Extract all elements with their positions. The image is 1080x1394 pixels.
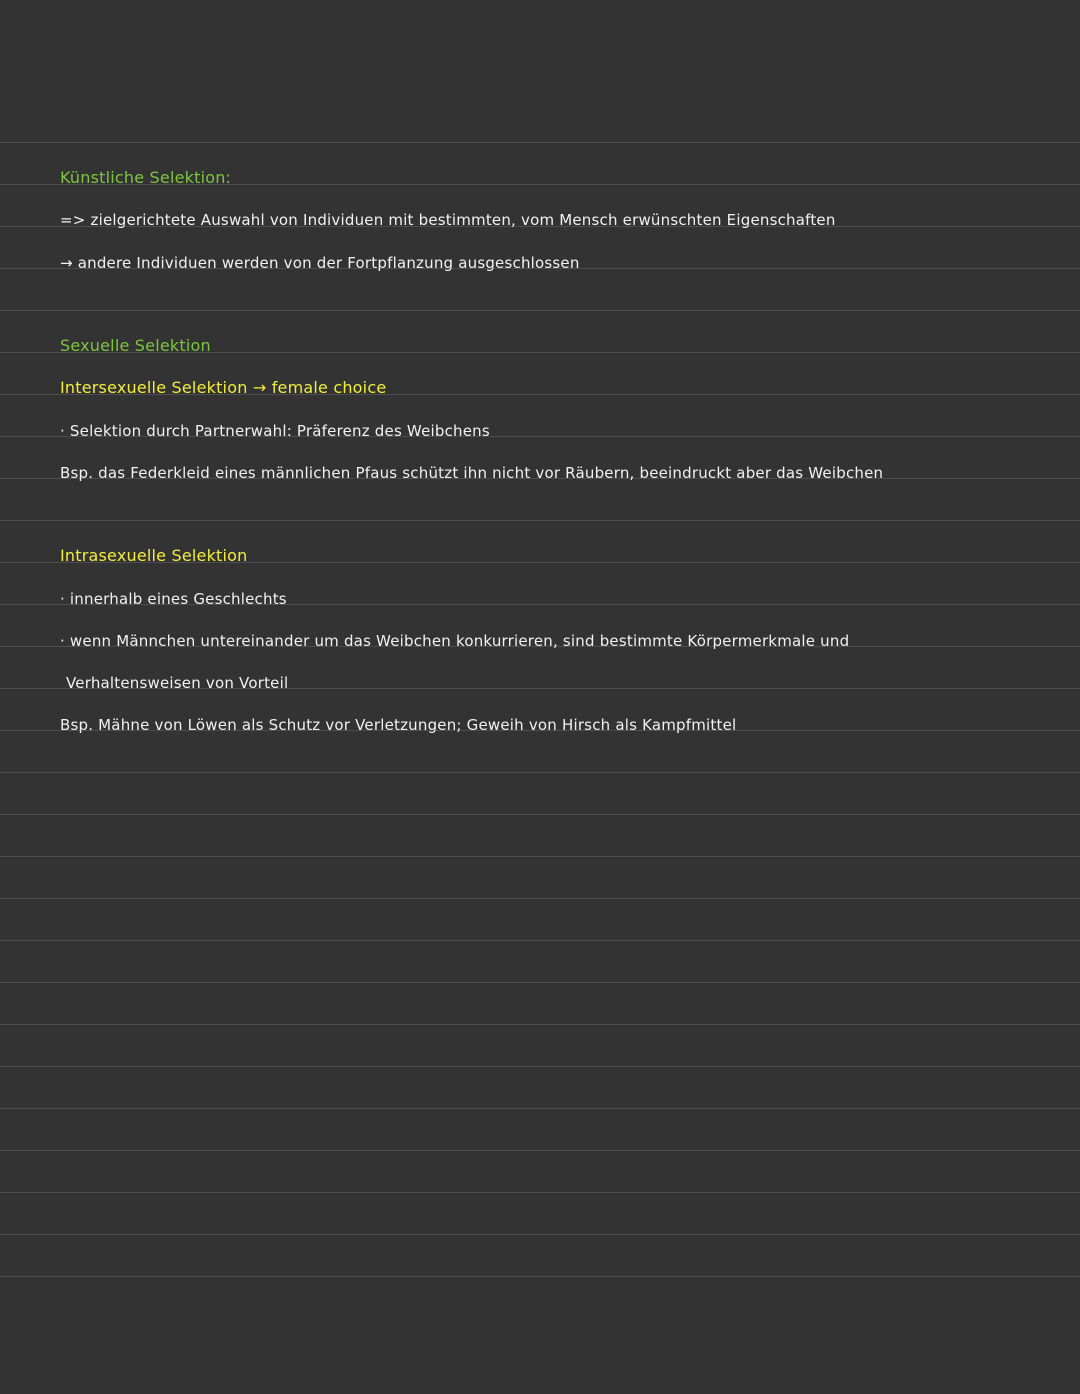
example-pfau: Bsp. das Federkleid eines männlichen Pfaus schützt ihn nicht vor Räubern, beeindruckt aber das Weibchen	[60, 464, 884, 482]
bullet-konkurrenz: · wenn Männchen untereinander um das Weibchen konkurrieren, sind bestimmte Körpermerkmale und	[60, 632, 850, 650]
bullet-geschlecht: · innerhalb eines Geschlechts	[60, 590, 287, 608]
bullet-partnerwahl: · Selektion durch Partnerwahl: Präferenz des Weibchens	[60, 422, 490, 440]
definition-line: => zielgerichtete Auswahl von Individuen mit bestimmten, vom Mensch erwünschten Eigenschaften	[60, 211, 836, 229]
ruled-line	[0, 520, 1080, 521]
ruled-line	[0, 1150, 1080, 1151]
ruled-line	[0, 898, 1080, 899]
subsection-title-intersexuelle: Intersexuelle Selektion → female choice	[60, 378, 387, 397]
ruled-line	[0, 856, 1080, 857]
example-loewe-hirsch: Bsp. Mähne von Löwen als Schutz vor Verletzungen; Geweih von Hirsch als Kampfmittel	[60, 716, 737, 734]
ruled-line	[0, 1234, 1080, 1235]
ruled-line	[0, 1276, 1080, 1277]
ruled-line	[0, 772, 1080, 773]
ruled-line	[0, 1108, 1080, 1109]
ruled-line	[0, 814, 1080, 815]
subsection-title-intrasexuelle: Intrasexuelle Selektion	[60, 546, 248, 565]
ruled-line	[0, 1024, 1080, 1025]
consequence-line: → andere Individuen werden von der Fortpflanzung ausgeschlossen	[60, 254, 580, 272]
ruled-line	[0, 940, 1080, 941]
ruled-line	[0, 310, 1080, 311]
ruled-line	[0, 1066, 1080, 1067]
section-title-sexuelle-selektion: Sexuelle Selektion	[60, 336, 211, 355]
ruled-line	[0, 1192, 1080, 1193]
ruled-line	[0, 142, 1080, 143]
ruled-line	[0, 982, 1080, 983]
section-title-kuenstliche-selektion: Künstliche Selektion:	[60, 168, 232, 187]
bullet-konkurrenz-continued: Verhaltensweisen von Vorteil	[66, 674, 289, 692]
